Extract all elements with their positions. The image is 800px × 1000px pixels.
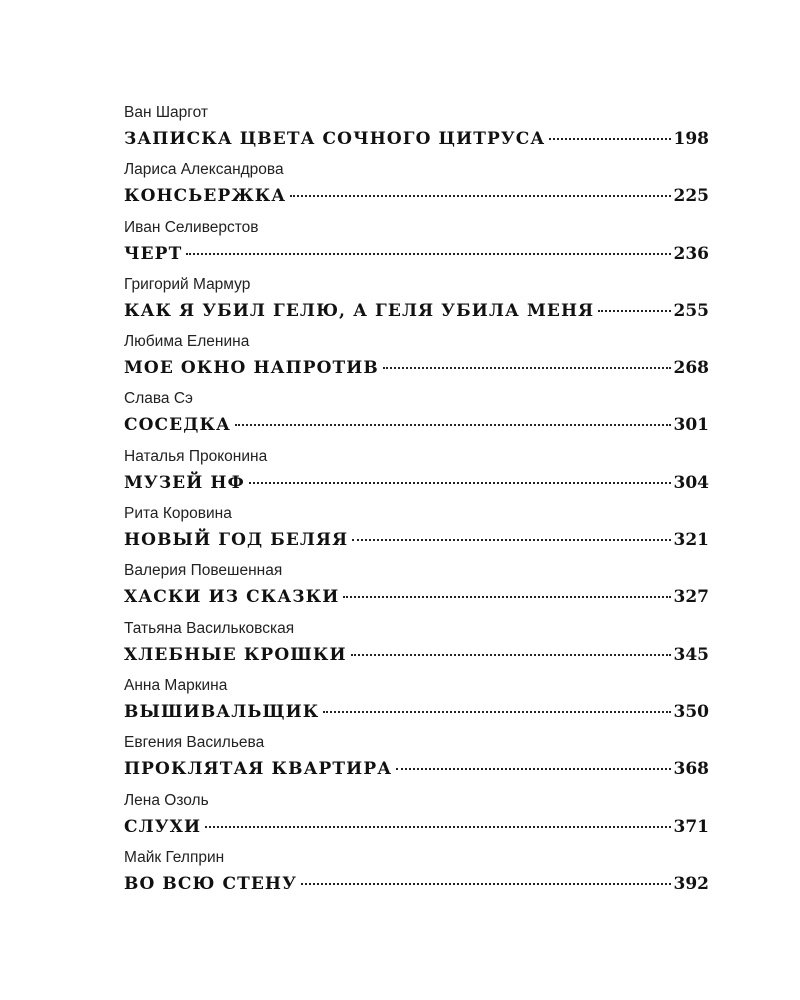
title-line — [124, 125, 709, 153]
story-title: МУЗЕЙ НФ — [124, 472, 245, 493]
toc-entry[interactable] — [124, 733, 709, 790]
page-number: 225 — [673, 186, 709, 207]
dot-leader — [549, 136, 670, 140]
toc-entry[interactable] — [124, 447, 709, 504]
title-line — [124, 870, 709, 898]
toc-entry[interactable] — [124, 103, 709, 160]
story-title: КАК Я УБИЛ ГЕЛЮ, А ГЕЛЯ УБИЛА МЕНЯ — [124, 300, 595, 321]
toc-entry[interactable] — [124, 676, 709, 733]
author-name: Валерия Повешенная — [124, 562, 283, 580]
page-number: 371 — [673, 816, 709, 837]
author-name: Ван Шаргот — [124, 104, 208, 121]
page-number: 268 — [673, 358, 709, 379]
title-line — [124, 297, 709, 325]
author-name: Григорий Мармур — [124, 275, 251, 293]
page-number: 327 — [673, 587, 709, 608]
toc-entry[interactable] — [124, 332, 709, 389]
page-number: 368 — [673, 759, 709, 780]
page-number: 236 — [673, 243, 709, 264]
dot-leader — [235, 422, 671, 426]
author-name: Наталья Проконина — [124, 447, 268, 465]
page-number: 301 — [673, 415, 709, 436]
story-title: ХЛЕБНЫЕ КРОШКИ — [124, 644, 347, 665]
dot-leader — [383, 365, 671, 369]
toc-entry[interactable] — [124, 504, 709, 561]
author-name: Иван Селиверстов — [124, 218, 259, 236]
story-title: ПРОКЛЯТАЯ КВАРТИРА — [124, 759, 393, 780]
page-number: 345 — [673, 644, 709, 665]
title-line — [124, 583, 709, 611]
page-number: 392 — [673, 873, 709, 894]
dot-leader — [351, 652, 671, 656]
title-line — [124, 755, 709, 783]
dot-leader — [396, 766, 670, 770]
title-line — [124, 469, 709, 497]
dot-leader — [290, 193, 670, 197]
toc-entry[interactable] — [124, 848, 709, 905]
dot-leader — [352, 537, 670, 541]
story-title: ЧЕРТ — [124, 243, 183, 264]
dot-leader — [301, 881, 671, 885]
dot-leader — [186, 251, 670, 255]
toc-entry[interactable] — [124, 791, 709, 848]
author-name: Майк Гелприн — [124, 848, 225, 866]
toc-entry[interactable] — [124, 218, 709, 275]
dot-leader — [343, 594, 670, 598]
title-line — [124, 698, 709, 726]
page-number: 255 — [673, 300, 709, 321]
page-number: 304 — [673, 472, 709, 493]
dot-leader — [598, 308, 670, 312]
page-number: 350 — [673, 701, 709, 722]
story-title: КОНСЬЕРЖКА — [124, 186, 287, 207]
story-title: ВО ВСЮ СТЕНУ — [124, 873, 297, 894]
author-name: Рита Коровина — [124, 505, 232, 523]
page-number: 321 — [673, 530, 709, 551]
toc-entry[interactable] — [124, 275, 709, 332]
author-name: Анна Маркина — [124, 676, 228, 694]
dot-leader — [205, 824, 670, 828]
table-of-contents — [124, 103, 709, 905]
toc-entry[interactable] — [124, 160, 709, 217]
story-title: ВЫШИВАЛЬЩИК — [124, 701, 320, 722]
author-name: Евгения Васильева — [124, 734, 265, 752]
story-title: СЛУХИ — [124, 816, 202, 837]
author-name: Лена Озоль — [124, 791, 209, 809]
toc-entry[interactable] — [124, 619, 709, 676]
title-line — [124, 813, 709, 841]
title-line — [124, 354, 709, 382]
story-title: МОЕ ОКНО НАПРОТИВ — [124, 358, 379, 379]
dot-leader — [249, 480, 671, 484]
title-line — [124, 182, 709, 210]
story-title: ХАСКИ ИЗ СКАЗКИ — [124, 587, 340, 608]
title-line — [124, 411, 709, 439]
page-number: 198 — [673, 129, 709, 149]
title-line — [124, 641, 709, 669]
story-title: НОВЫЙ ГОД БЕЛЯЯ — [124, 530, 349, 551]
toc-entry[interactable] — [124, 561, 709, 618]
author-name: Слава Сэ — [124, 390, 193, 408]
story-title: ЗАПИСКА ЦВЕТА СОЧНОГО ЦИТРУСА — [124, 129, 546, 149]
dot-leader — [323, 709, 670, 713]
title-line — [124, 526, 709, 554]
title-line — [124, 240, 709, 268]
story-title: СОСЕДКА — [124, 415, 231, 436]
author-name: Татьяна Васильковская — [124, 619, 295, 637]
author-name: Лариса Александрова — [124, 161, 284, 179]
toc-entry[interactable] — [124, 389, 709, 446]
author-name: Любима Еленина — [124, 333, 250, 351]
